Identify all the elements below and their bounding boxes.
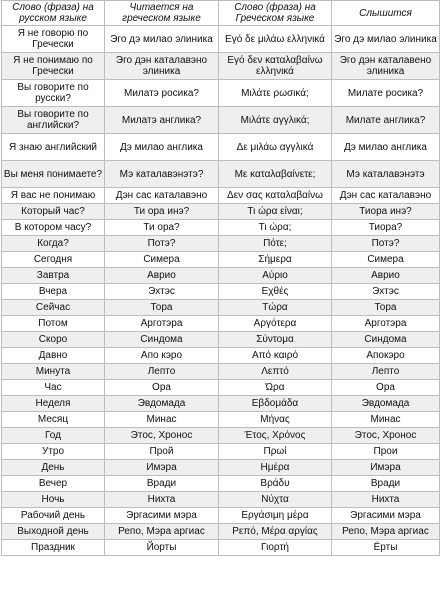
cell-greek: Τώρα [219,300,332,316]
cell-russian: Неделя [2,396,105,412]
table-row [2,204,440,220]
cell-greek: Τι ώρα; [219,220,332,236]
cell-russian: Который час? [2,204,105,220]
cell-read-greek: Мэ каталавэнэтэ? [105,161,219,188]
cell-greek: Εργάσιμη μέρα [219,508,332,524]
cell-heard: Этос, Хронос [332,428,440,444]
cell-read-greek: Ора [105,380,219,396]
cell-heard: Симера [332,252,440,268]
cell-read-greek: Милатэ англика? [105,107,219,134]
cell-read-greek: Прой [105,444,219,460]
cell-russian: Час [2,380,105,396]
cell-heard: Репо, Мэра аргиас [332,524,440,540]
cell-heard: Вради [332,476,440,492]
cell-greek: Από καιρό [219,348,332,364]
cell-read-greek: Эго дэ милао элиника [105,26,219,53]
cell-russian: Вечер [2,476,105,492]
cell-russian: Сегодня [2,252,105,268]
cell-russian: День [2,460,105,476]
cell-read-greek: Нихта [105,492,219,508]
table-row [2,492,440,508]
cell-russian: Сейчас [2,300,105,316]
table-row [2,380,440,396]
cell-heard: Милате англика? [332,107,440,134]
phrase-table [1,0,440,556]
table-row [2,220,440,236]
cell-russian: Ночь [2,492,105,508]
cell-russian: Скоро [2,332,105,348]
cell-read-greek: Синдома [105,332,219,348]
cell-read-greek: Тора [105,300,219,316]
table-row [2,476,440,492]
cell-heard: Лепто [332,364,440,380]
cell-greek: Βράδυ [219,476,332,492]
cell-russian: Рабочий день [2,508,105,524]
cell-heard: Тиора? [332,220,440,236]
cell-russian: Я не понимаю по Гречески [2,53,105,80]
cell-greek: Μιλάτε ρωσικά; [219,80,332,107]
table-row [2,396,440,412]
cell-russian: Год [2,428,105,444]
cell-russian: Утро [2,444,105,460]
cell-heard: Эго дэ милао элиника [332,26,440,53]
table-row [2,332,440,348]
cell-greek: Ρεπό, Μέρα αργίας [219,524,332,540]
cell-greek: Νύχτα [219,492,332,508]
cell-russian: Я не говорю по Гречески [2,26,105,53]
cell-read-greek: Этос, Хронос [105,428,219,444]
cell-heard: Арготэра [332,316,440,332]
cell-read-greek: Апо кэро [105,348,219,364]
cell-russian: Когда? [2,236,105,252]
table-row [2,444,440,460]
cell-greek: Με καταλαβαίνετε; [219,161,332,188]
cell-greek: Έτος, Χρόνος [219,428,332,444]
table-row [2,412,440,428]
cell-russian: Месяц [2,412,105,428]
table-row [2,107,440,134]
cell-greek: Δεν σας καταλαβαίνω [219,188,332,204]
table-row [2,364,440,380]
cell-heard: Милате росика? [332,80,440,107]
cell-read-greek: Эго дэн каталавэно элиника [105,53,219,80]
cell-heard: Ора [332,380,440,396]
cell-heard: Ёрты [332,540,440,556]
cell-read-greek: Дэ милао англика [105,134,219,161]
table-row [2,300,440,316]
cell-heard: Дэ милао англика [332,134,440,161]
cell-greek: Αργότερα [219,316,332,332]
cell-read-greek: Ти ора? [105,220,219,236]
table-row [2,134,440,161]
cell-russian: Я вас не понимаю [2,188,105,204]
cell-russian: Я знаю английский [2,134,105,161]
cell-read-greek: Вради [105,476,219,492]
table-row [2,161,440,188]
cell-greek: Εγό δε μιλάω ελληνικά [219,26,332,53]
cell-greek: Τι ώρα είναι; [219,204,332,220]
cell-read-greek: Эвдомада [105,396,219,412]
cell-russian: Минута [2,364,105,380]
cell-russian: Вы говорите по английски? [2,107,105,134]
cell-read-greek: Лепто [105,364,219,380]
cell-russian: В котором часу? [2,220,105,236]
table-row [2,428,440,444]
table-row [2,540,440,556]
cell-russian: Потом [2,316,105,332]
header-read-greek: Читается на греческом языке [105,1,219,26]
cell-heard: Имэра [332,460,440,476]
table-row [2,284,440,300]
cell-read-greek: Ти ора инэ? [105,204,219,220]
cell-greek: Γιορτή [219,540,332,556]
cell-read-greek: Аврио [105,268,219,284]
cell-greek: Αύριο [219,268,332,284]
cell-heard: Тора [332,300,440,316]
cell-heard: Прои [332,444,440,460]
cell-heard: Эго дэн каталавено элиника [332,53,440,80]
cell-greek: Σήμερα [219,252,332,268]
table-row [2,316,440,332]
cell-read-greek: Эргасими мэра [105,508,219,524]
cell-greek: Ώρα [219,380,332,396]
table-row [2,268,440,284]
cell-greek: Δε μιλάω αγγλικά [219,134,332,161]
cell-greek: Εβδομάδα [219,396,332,412]
table-row [2,80,440,107]
table-row [2,236,440,252]
header-greek: Слово (фраза) на Греческом языке [219,1,332,26]
cell-greek: Πρωί [219,444,332,460]
cell-heard: Дэн сас каталавэно [332,188,440,204]
cell-heard: Апокэро [332,348,440,364]
cell-russian: Давно [2,348,105,364]
cell-greek: Μιλάτε αγγλικά; [219,107,332,134]
cell-read-greek: Симера [105,252,219,268]
cell-read-greek: Минас [105,412,219,428]
table-row [2,508,440,524]
cell-heard: Тиора инэ? [332,204,440,220]
cell-heard: Эвдомада [332,396,440,412]
cell-greek: Εχθές [219,284,332,300]
table-row [2,188,440,204]
cell-read-greek: Арготэра [105,316,219,332]
cell-russian: Вчера [2,284,105,300]
table-row [2,460,440,476]
cell-heard: Синдома [332,332,440,348]
cell-russian: Завтра [2,268,105,284]
cell-greek: Εγό δεν καταλαβαίνω ελληνικά [219,53,332,80]
table-row [2,348,440,364]
cell-heard: Эхтэс [332,284,440,300]
cell-heard: Нихта [332,492,440,508]
cell-russian: Вы говорите по русски? [2,80,105,107]
cell-greek: Ημέρα [219,460,332,476]
header-russian: Слово (фраза) на русском языке [2,1,105,26]
cell-read-greek: Потэ? [105,236,219,252]
cell-russian: Выходной день [2,524,105,540]
cell-greek: Σύντομα [219,332,332,348]
cell-greek: Λεπτό [219,364,332,380]
cell-read-greek: Эхтэс [105,284,219,300]
cell-heard: Эргасими мэра [332,508,440,524]
cell-read-greek: Имэра [105,460,219,476]
cell-heard: Мэ каталавэнэтэ [332,161,440,188]
cell-heard: Минас [332,412,440,428]
cell-read-greek: Милатэ росика? [105,80,219,107]
cell-greek: Πότε; [219,236,332,252]
table-row [2,26,440,53]
table-row [2,252,440,268]
cell-heard: Потэ? [332,236,440,252]
cell-read-greek: Дэн сас каталавэно [105,188,219,204]
cell-read-greek: Йорты [105,540,219,556]
table-row [2,524,440,540]
header-heard: Слышится [332,1,440,26]
cell-greek: Μήνας [219,412,332,428]
cell-read-greek: Репо, Мэра аргиас [105,524,219,540]
table-header-row [2,1,440,26]
table-row [2,53,440,80]
cell-russian: Вы меня понимаете? [2,161,105,188]
cell-russian: Праздник [2,540,105,556]
cell-heard: Аврио [332,268,440,284]
